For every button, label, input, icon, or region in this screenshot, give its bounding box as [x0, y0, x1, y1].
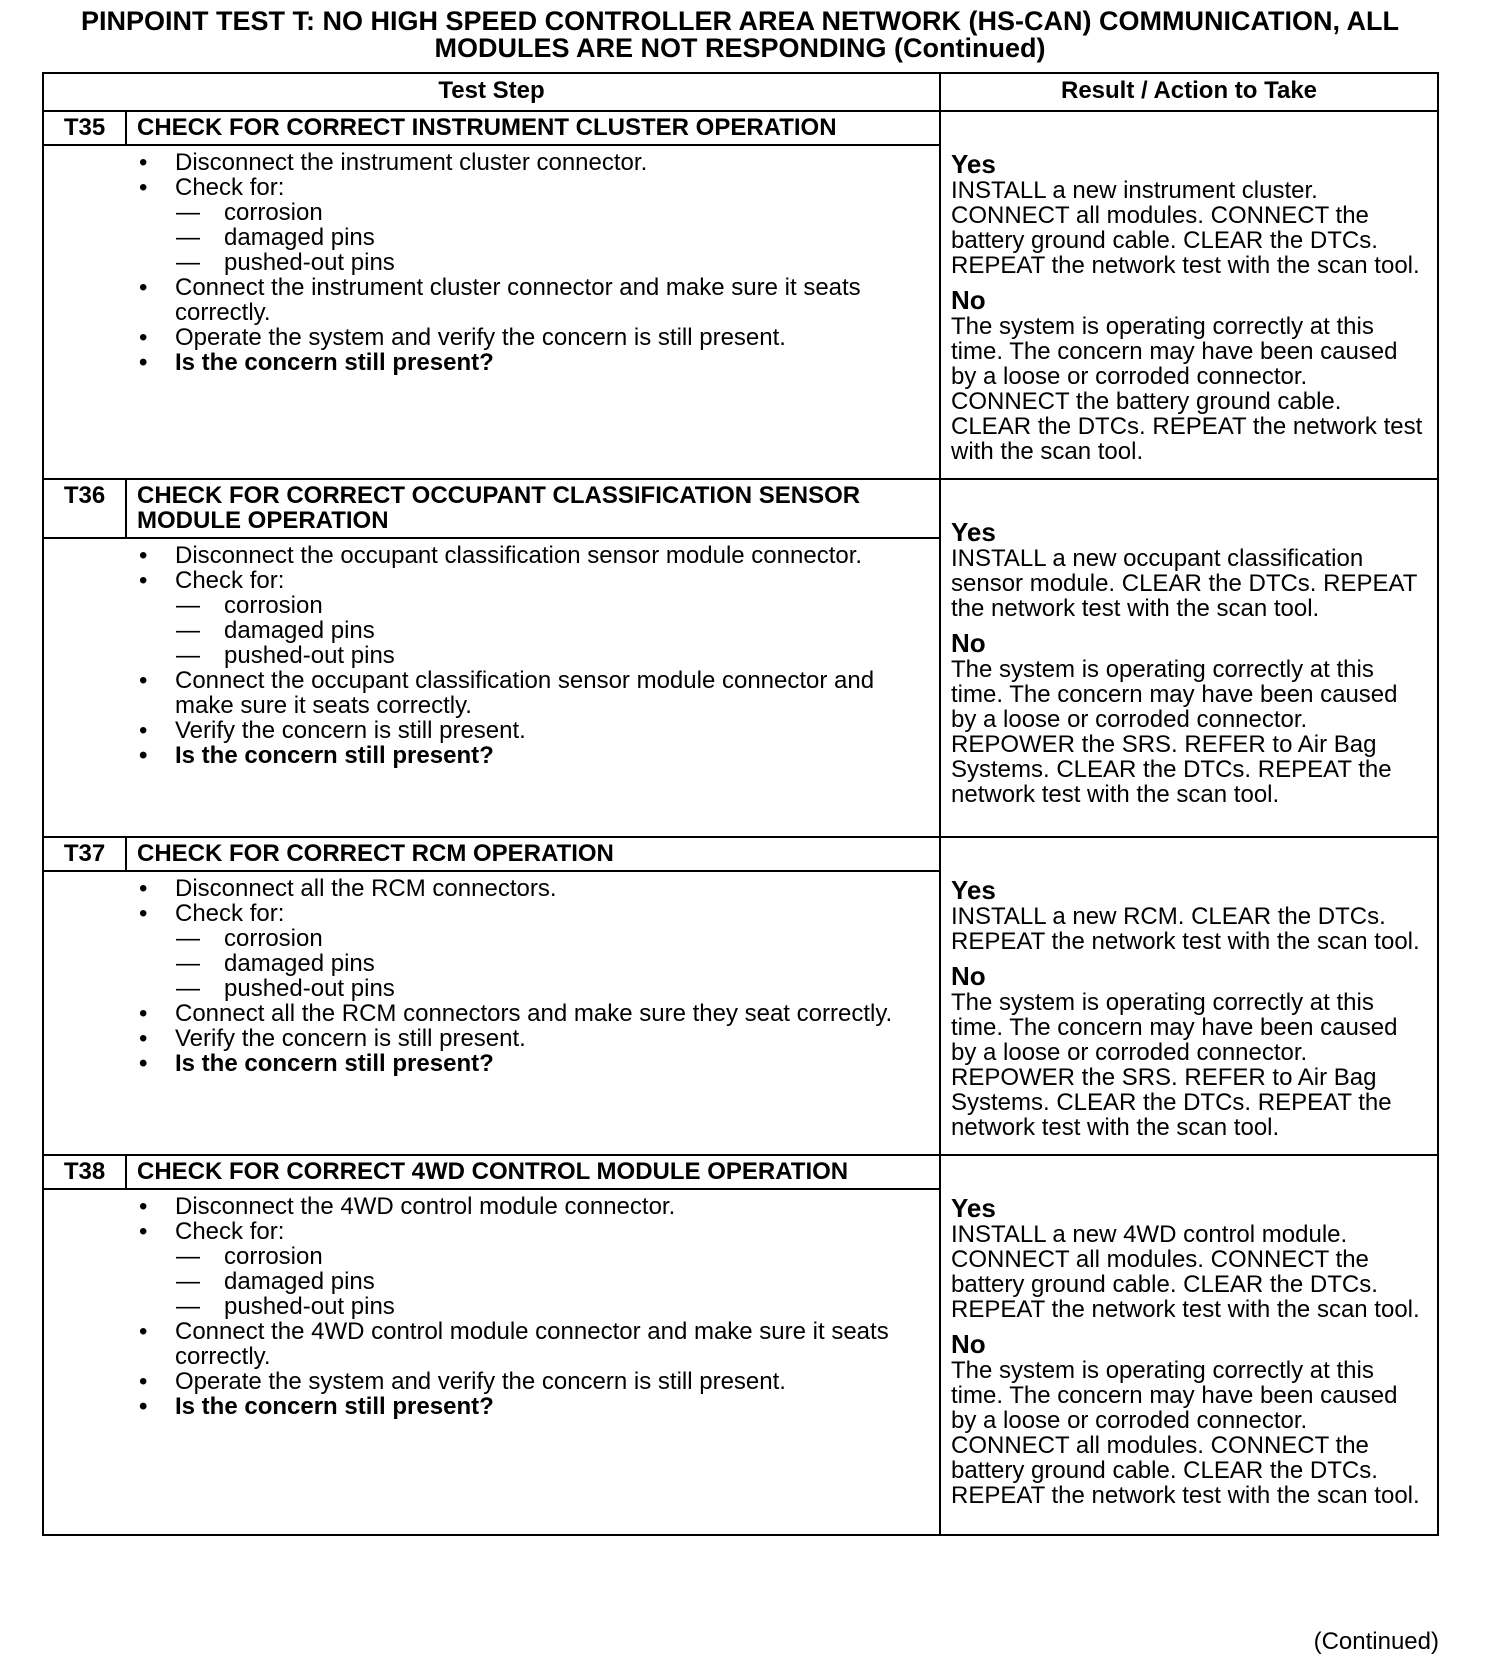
result-action-header: Result / Action to Take	[1060, 77, 1318, 104]
step-item	[139, 175, 939, 200]
table-header-row	[44, 74, 1437, 112]
bullet: •	[139, 349, 148, 376]
step-title: CHECK FOR CORRECT 4WD CONTROL MODULE OPERATION	[137, 1158, 849, 1185]
step-item	[139, 325, 939, 350]
step-title: CHECK FOR CORRECT RCM OPERATION	[137, 840, 614, 867]
sub-item-text: damaged pins	[224, 617, 375, 644]
result-action-cell	[941, 838, 1437, 1154]
bullet: •	[139, 1025, 148, 1052]
test-step-cell	[44, 838, 941, 1154]
step-item	[139, 1319, 939, 1369]
sub-item	[139, 618, 939, 643]
sub-item-text: pushed-out pins	[224, 1293, 395, 1320]
step-text: Check for:	[175, 1218, 285, 1245]
step-item	[139, 150, 939, 175]
sub-item-text: pushed-out pins	[224, 642, 395, 669]
sub-item	[139, 1269, 939, 1294]
step-text: Connect the instrument cluster connector and make sure it seats correctly.	[175, 274, 861, 326]
pinpoint-test-table	[42, 72, 1439, 1536]
result-action-cell	[941, 112, 1437, 478]
sub-item-text: corrosion	[224, 592, 323, 619]
question-text: Is the concern still present?	[175, 742, 494, 769]
dash: —	[176, 1293, 200, 1320]
step-title-bar	[44, 112, 939, 146]
test-step-row	[44, 112, 1437, 480]
step-item	[139, 901, 939, 926]
test-step-row	[44, 480, 1437, 838]
bullet: •	[139, 1193, 148, 1220]
no-label: No	[951, 285, 986, 315]
step-list	[44, 539, 939, 776]
bullet: •	[139, 1050, 148, 1077]
dash: —	[176, 617, 200, 644]
no-action: The system is operating correctly at this time. The concern may have been caused by a loose or corroded connector. REPOWER the SRS. REFER to Air Bag Systems. CLEAR the DTCs. REPEAT the network test with the scan tool.	[951, 989, 1398, 1141]
yes-label: Yes	[951, 149, 996, 179]
dash: —	[176, 249, 200, 276]
bullet: •	[139, 742, 148, 769]
dash: —	[176, 199, 200, 226]
step-text: Operate the system and verify the concern is still present.	[175, 324, 786, 351]
step-text: Disconnect all the RCM connectors.	[175, 875, 557, 902]
step-text: Disconnect the occupant classification sensor module connector.	[175, 542, 863, 569]
test-step-row	[44, 1156, 1437, 1534]
question-text: Is the concern still present?	[175, 349, 494, 376]
dash: —	[176, 975, 200, 1002]
question-item	[139, 1394, 939, 1419]
result-action-cell	[941, 1156, 1437, 1534]
sub-item-text: pushed-out pins	[224, 975, 395, 1002]
sub-item-text: damaged pins	[224, 1268, 375, 1295]
step-list	[44, 872, 939, 1084]
test-step-cell	[44, 480, 941, 836]
step-id: T37	[44, 838, 127, 870]
test-step-cell	[44, 1156, 941, 1534]
bullet: •	[139, 1218, 148, 1245]
step-text: Verify the concern is still present.	[175, 1025, 526, 1052]
sub-item-text: corrosion	[224, 1243, 323, 1270]
no-action: The system is operating correctly at this time. The concern may have been caused by a loose or corroded connector. CONNECT the battery ground cable. CLEAR the DTCs. REPEAT the network test with the scan tool.	[951, 313, 1423, 465]
yes-label: Yes	[951, 517, 996, 547]
test-step-cell	[44, 112, 941, 478]
dash: —	[176, 642, 200, 669]
step-title: CHECK FOR CORRECT OCCUPANT CLASSIFICATION SENSOR MODULE OPERATION	[137, 482, 861, 534]
page-title-line-2: MODULES ARE NOT RESPONDING (Continued)	[434, 33, 1046, 63]
result-action-cell	[941, 480, 1437, 836]
step-text: Connect all the RCM connectors and make sure they seat correctly.	[175, 1000, 893, 1027]
sub-item	[139, 1244, 939, 1269]
yes-action: INSTALL a new 4WD control module. CONNECT all modules. CONNECT the battery ground cable. CLEAR the DTCs. REPEAT the network test with the scan tool.	[951, 1221, 1420, 1323]
yes-action: INSTALL a new instrument cluster. CONNECT all modules. CONNECT the battery ground cable. CLEAR the DTCs. REPEAT the network test with the scan tool.	[951, 177, 1420, 279]
bullet: •	[139, 1368, 148, 1395]
bullet: •	[139, 542, 148, 569]
question-text: Is the concern still present?	[175, 1393, 494, 1420]
test-step-header: Test Step	[44, 74, 941, 110]
dash: —	[176, 592, 200, 619]
sub-item-text: damaged pins	[224, 224, 375, 251]
sub-item	[139, 951, 939, 976]
sub-item	[139, 593, 939, 618]
step-item	[139, 1194, 939, 1219]
step-item	[139, 1369, 939, 1394]
yes-action: INSTALL a new RCM. CLEAR the DTCs. REPEAT the network test with the scan tool.	[951, 903, 1420, 955]
step-list	[44, 146, 939, 383]
no-action: The system is operating correctly at this time. The concern may have been caused by a loose or corroded connector. CONNECT all modules. CONNECT the battery ground cable. CLEAR the DTCs. REPEAT the network test with the scan tool.	[951, 1357, 1420, 1509]
step-id: T36	[44, 480, 127, 537]
step-id: T35	[44, 112, 127, 144]
step-list	[44, 1190, 939, 1427]
step-item	[139, 718, 939, 743]
question-item	[139, 1051, 939, 1076]
sub-item-text: corrosion	[224, 925, 323, 952]
dash: —	[176, 224, 200, 251]
bullet: •	[139, 149, 148, 176]
no-label: No	[951, 961, 986, 991]
yes-action: INSTALL a new occupant classification sensor module. CLEAR the DTCs. REPEAT the network test with the scan tool.	[951, 545, 1417, 622]
step-text: Check for:	[175, 174, 285, 201]
question-item	[139, 743, 939, 768]
step-title: CHECK FOR CORRECT INSTRUMENT CLUSTER OPERATION	[137, 114, 837, 141]
bullet: •	[139, 1393, 148, 1420]
bullet: •	[139, 667, 148, 694]
sub-item	[139, 976, 939, 1001]
sub-item-text: corrosion	[224, 199, 323, 226]
step-title-bar	[44, 1156, 939, 1190]
step-text: Connect the 4WD control module connector and make sure it seats correctly.	[175, 1318, 889, 1370]
step-text: Disconnect the instrument cluster connector.	[175, 149, 648, 176]
step-text: Verify the concern is still present.	[175, 717, 526, 744]
step-item	[139, 568, 939, 593]
step-text: Check for:	[175, 900, 285, 927]
bullet: •	[139, 875, 148, 902]
yes-label: Yes	[951, 875, 996, 905]
continued-footer: (Continued)	[1313, 1628, 1439, 1655]
sub-item-text: pushed-out pins	[224, 249, 395, 276]
bullet: •	[139, 717, 148, 744]
no-label: No	[951, 1329, 986, 1359]
sub-item	[139, 1294, 939, 1319]
step-text: Connect the occupant classification sensor module connector and make sure it seats correctly.	[175, 667, 875, 719]
sub-item	[139, 926, 939, 951]
step-item	[139, 668, 939, 718]
sub-item-text: damaged pins	[224, 950, 375, 977]
sub-item	[139, 643, 939, 668]
dash: —	[176, 950, 200, 977]
sub-item	[139, 225, 939, 250]
bullet: •	[139, 1318, 148, 1345]
dash: —	[176, 1268, 200, 1295]
step-item	[139, 543, 939, 568]
page-title-line-1: PINPOINT TEST T: NO HIGH SPEED CONTROLLER AREA NETWORK (HS-CAN) COMMUNICATION, ALL	[81, 6, 1399, 36]
step-title-bar	[44, 480, 939, 539]
step-id: T38	[44, 1156, 127, 1188]
no-label: No	[951, 628, 986, 658]
bullet: •	[139, 324, 148, 351]
step-text: Disconnect the 4WD control module connector.	[175, 1193, 676, 1220]
bullet: •	[139, 174, 148, 201]
step-item	[139, 876, 939, 901]
yes-label: Yes	[951, 1193, 996, 1223]
bullet: •	[139, 900, 148, 927]
page-title	[30, 8, 1450, 62]
step-item	[139, 1001, 939, 1026]
step-title-bar	[44, 838, 939, 872]
sub-item	[139, 200, 939, 225]
step-item	[139, 275, 939, 325]
bullet: •	[139, 1000, 148, 1027]
step-item	[139, 1026, 939, 1051]
question-text: Is the concern still present?	[175, 1050, 494, 1077]
dash: —	[176, 925, 200, 952]
dash: —	[176, 1243, 200, 1270]
question-item	[139, 350, 939, 375]
table-body	[44, 112, 1437, 1534]
bullet: •	[139, 567, 148, 594]
step-text: Check for:	[175, 567, 285, 594]
test-step-row	[44, 838, 1437, 1156]
step-text: Operate the system and verify the concern is still present.	[175, 1368, 786, 1395]
no-action: The system is operating correctly at this time. The concern may have been caused by a loose or corroded connector. REPOWER the SRS. REFER to Air Bag Systems. CLEAR the DTCs. REPEAT the network test with the scan tool.	[951, 656, 1398, 808]
step-item	[139, 1219, 939, 1244]
sub-item	[139, 250, 939, 275]
bullet: •	[139, 274, 148, 301]
